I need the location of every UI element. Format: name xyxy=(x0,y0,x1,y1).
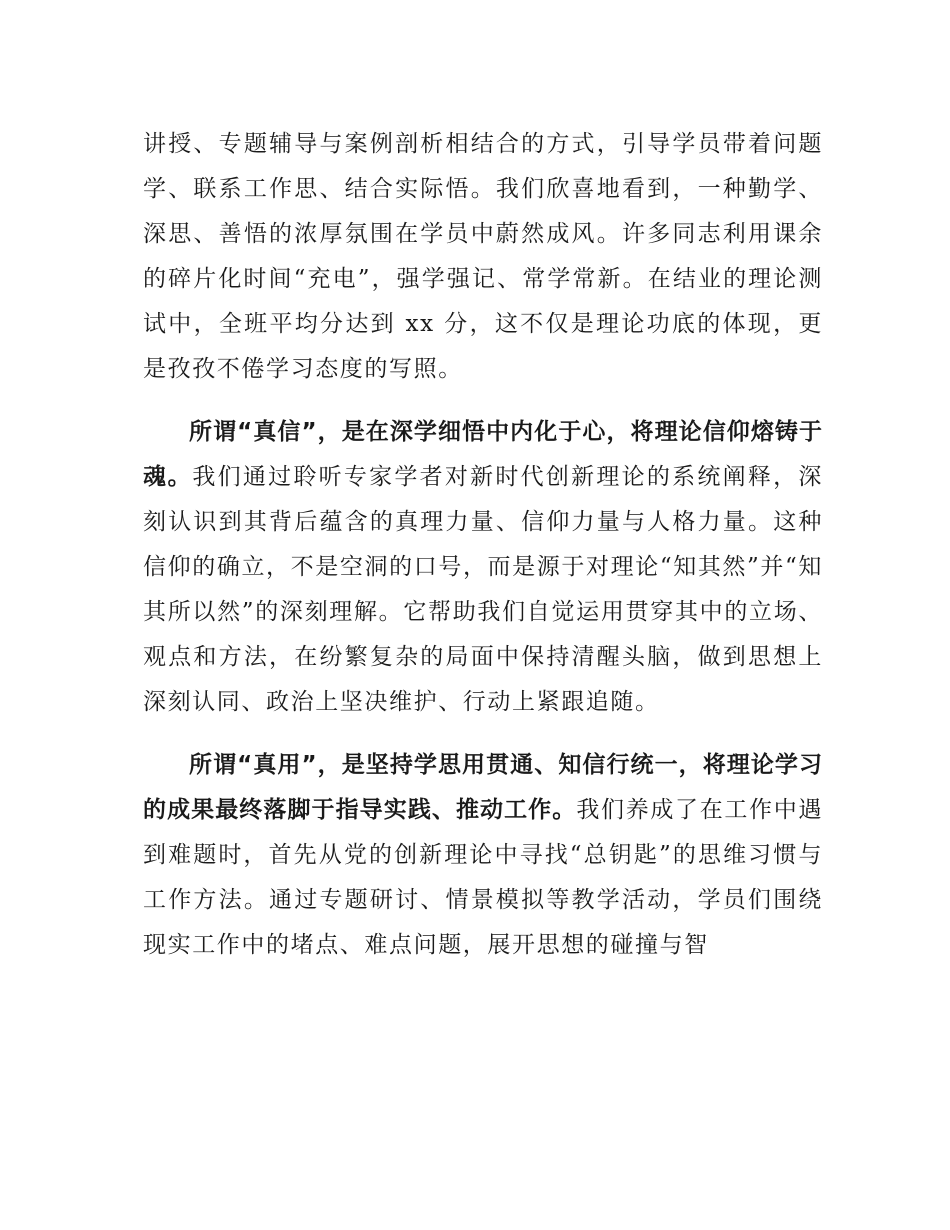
paragraph-2 xyxy=(143,410,823,725)
paragraph-2-lead: 所谓“真信”，是在深学细悟中内化于心，将理论信仰熔铸于魂。 xyxy=(143,419,823,490)
paragraph-3-text: 我们养成了在工作中遇到难题时，首先从党的创新理论中寻找“总钥匙”的思维习惯与工作方法。通过专题研讨、情景模拟等教学活动，学员们围绕现实工作中的堵点、难点问题，展开思想的碰撞与智 xyxy=(143,797,824,958)
paragraph-2-text: 我们通过聆听专家学者对新时代创新理论的系统阐释，深刻认识到其背后蕴含的真理力量、信仰力量与人格力量。这种信仰的确立，不是空洞的口号，而是源于对理论“知其然”并“知其所以然”的深刻理解。它帮助我们自觉运用贯穿其中的立场、观点和方法，在纷繁复杂的局面中保持清醒头脑，做到思想上深刻认同、政治上坚决维护、行动上紧跟追随。 xyxy=(143,464,824,715)
paragraph-3 xyxy=(143,743,823,968)
document-body xyxy=(143,122,823,968)
paragraph-1-text: 讲授、专题辅导与案例剖析相结合的方式，引导学员带着问题学、联系工作思、结合实际悟。我们欣喜地看到，一种勤学、深思、善悟的浓厚氛围在学员中蔚然成风。许多同志利用课余的碎片化时间“充电”，强学强记、常学常新。在结业的理论测试中，全班平均分达到 xx 分，这不仅是理论功底的体现，更是孜孜不倦学习态度的写照。 xyxy=(143,131,823,382)
paragraph-1 xyxy=(143,122,823,392)
paragraph-3-lead: 所谓“真用”，是坚持学思用贯通、知信行统一，将理论学习的成果最终落脚于指导实践、推动工作。 xyxy=(143,752,823,823)
